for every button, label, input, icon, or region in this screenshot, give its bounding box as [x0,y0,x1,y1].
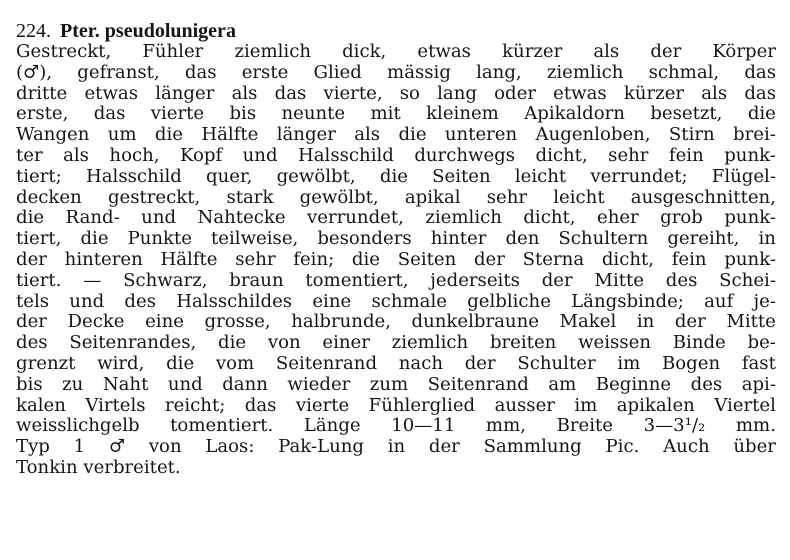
description-body [16,42,776,479]
text-line-3: dritte etwas länger als das vierte, so lang oder etwas kürzer als das [16,82,776,104]
text-line-1: Gestreckt, Fühler ziemlich dick, etwas kürzer als der Körper [16,41,776,62]
species-name: Pter. pseudolunigera [60,20,236,42]
entry-heading [16,20,776,42]
text-line-17: bis zu Naht und dann wieder zum Seitenrand am Beginne des api- [16,373,776,395]
text-line-15: des Seitenrandes, die von einer ziemlich breiten weissen Binde be- [16,332,776,354]
text-line-9: die Rand- und Nahtecke verrundet, ziemlich dicht, eher grob punk- [16,207,776,229]
text-line-10: tiert, die Punkte teilweise, besonders hinter den Schultern gereiht, in [16,228,776,250]
text-line-16: grenzt wird, die vom Seitenrand nach der Schulter im Bogen fast [16,352,776,374]
text-line-20: Typ 1 ♂ von Laos: Pak-Lung in der Sammlung Pic. Auch über [16,436,776,458]
text-line-11: der hinteren Hälfte sehr fein; die Seiten der Sterna dicht, fein punk- [16,248,776,270]
text-line-21: Tonkin verbreitet. [16,456,181,478]
document-page [16,20,776,479]
text-line-19: weisslichgelb tomentiert. Länge 10—11 mm, Breite 3—3¹/₂ mm. [16,415,776,437]
text-line-13: tels und des Halsschildes eine schmale gelbliche Längsbinde; auf je- [16,290,776,312]
text-line-18: kalen Virtels reicht; das vierte Fühlerglied ausser im apikalen Viertel [16,394,776,416]
text-line-6: ter als hoch, Kopf und Halsschild durchwegs dicht, sehr fein punk- [16,144,776,166]
text-line-2: (♂), gefranst, das erste Glied mässig lang, ziemlich schmal, das [16,61,776,83]
text-line-5: Wangen um die Hälfte länger als die unteren Augenloben, Stirn brei- [16,124,776,146]
text-line-8: decken gestreckt, stark gewölbt, apikal sehr leicht ausgeschnitten, [16,186,776,208]
text-line-12: tiert. — Schwarz, braun tomentiert, jederseits der Mitte des Schei- [16,269,776,291]
entry-number: 224. [16,20,51,42]
text-line-14: der Decke eine grosse, halbrunde, dunkelbraune Makel in der Mitte [16,311,776,333]
text-line-7: tiert; Halsschild quer, gewölbt, die Seiten leicht verrundet; Flügel- [16,165,776,187]
text-line-4: erste, das vierte bis neunte mit kleinem Apikaldorn besetzt, die [16,103,776,125]
